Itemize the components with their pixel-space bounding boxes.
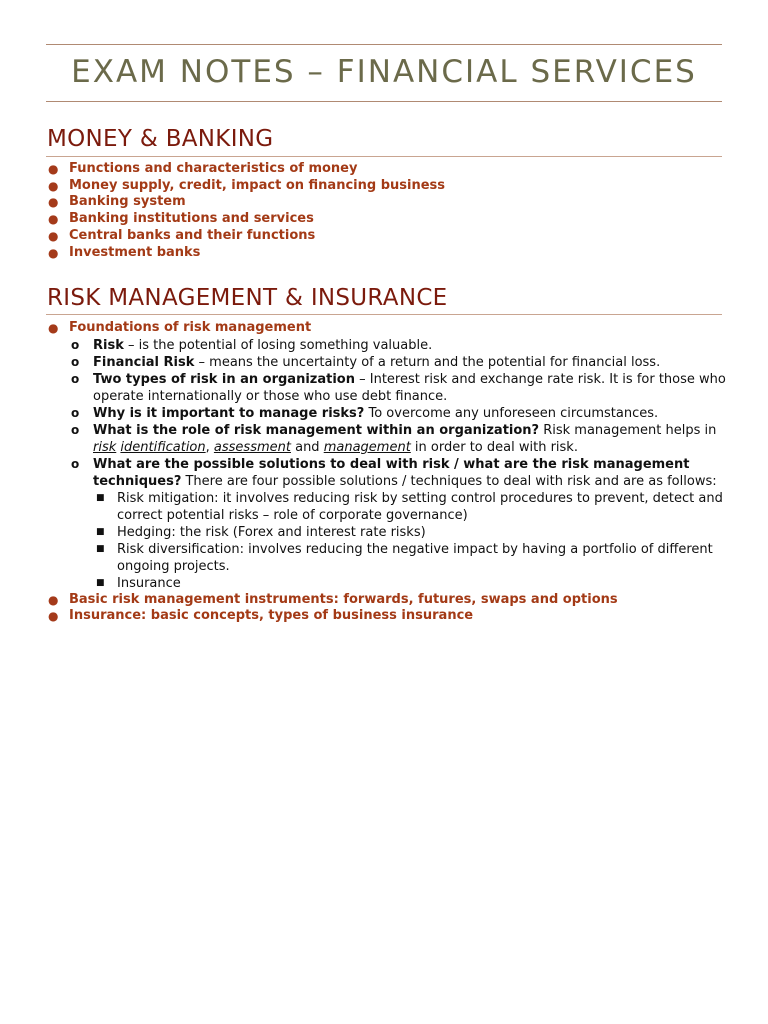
square-bullet-icon: ■ xyxy=(96,492,105,503)
risk-list xyxy=(47,320,727,625)
bullet-icon: ● xyxy=(48,609,59,624)
bullet-icon: ● xyxy=(48,228,59,243)
money-banking-list xyxy=(47,161,727,261)
heading-risk-insurance: RISK MANAGEMENT & INSURANCE xyxy=(47,285,448,311)
bullet-icon: ● xyxy=(48,592,59,607)
technique-item: ■ Risk diversification: involves reducing the negative impact by having a portfolio of different ongoing projects. xyxy=(96,541,713,574)
list-item: ● Banking institutions and services xyxy=(48,211,314,227)
list-item: ● Investment banks xyxy=(48,244,201,260)
sub-list-item: o Financial Risk – means the uncertainty of a return and the potential for financial loss. xyxy=(71,354,661,370)
sub-list-item: o Risk – is the potential of losing something valuable. xyxy=(71,337,433,353)
list-item: ● Insurance: basic concepts, types of business insurance xyxy=(48,608,474,624)
bullet-icon: ● xyxy=(48,245,59,260)
sub-list-item: o What is the role of risk management within an organization? Risk management helps in risk identification, assessment and management in order to deal with risk. xyxy=(71,422,717,455)
techniques-sublist xyxy=(93,490,727,592)
technique-item: ■ Insurance xyxy=(96,575,181,591)
circle-bullet-icon: o xyxy=(71,337,80,352)
heading-money-rule xyxy=(46,156,722,157)
bullet-icon: ● xyxy=(48,321,59,335)
circle-bullet-icon: o xyxy=(71,456,80,471)
list-item: ● Functions and characteristics of money xyxy=(48,161,358,176)
sub-list-item: o Two types of risk in an organization – Interest risk and exchange rate risk. It is for those who operate internationally or those who use debt finance. xyxy=(71,371,726,404)
title-top-rule xyxy=(46,44,722,45)
list-item: ● Foundations of risk management o Risk – is the potential of losing something valuable. o Financial Risk – means the uncertainty of a return and the potential for financial loss. o Two types of risk in an organization – Interest risk and exchange rate risk. It is for those who operate internationally or those who use debt finance. o Why is it important to manage risks? To overcome any unforeseen circumstances. o What is the role of risk management within an organization? Risk management helps in risk identification, assessment and management in order to deal with risk. o What are the possible solutions to deal with risk / what are the risk management techniques? There are four possible solutions / techniques to deal with risk and are as follows: ■ Risk mitigation: it involves reducing risk by setting control procedures to prevent, detect and correct potential risks – role of corporate governance) ■ Hedging: the risk (Forex and interest rate risks) ■ Risk diversification: involves reducing the negative impact by having a portfolio of different ongoing projects. ■ Insurance xyxy=(48,320,726,591)
bullet-icon: ● xyxy=(48,178,59,193)
technique-item: ■ Risk mitigation: it involves reducing risk by setting control procedures to prevent, detect and correct potential risks – role of corporate governance) xyxy=(96,490,723,523)
title-bottom-rule xyxy=(46,101,722,102)
list-item: ● Central banks and their functions xyxy=(48,227,316,243)
heading-money-banking: MONEY & BANKING xyxy=(47,126,274,152)
heading-risk-rule xyxy=(46,314,722,315)
bullet-icon: ● xyxy=(48,212,59,227)
circle-bullet-icon: o xyxy=(71,405,80,420)
circle-bullet-icon: o xyxy=(71,422,80,437)
list-item: ● Banking system xyxy=(48,194,186,210)
square-bullet-icon: ■ xyxy=(96,543,105,554)
list-item: ● Money supply, credit, impact on financing business xyxy=(48,177,446,193)
bullet-icon: ● xyxy=(48,162,59,176)
document-title: EXAM NOTES – FINANCIAL SERVICES xyxy=(71,54,697,90)
circle-bullet-icon: o xyxy=(71,354,80,369)
circle-bullet-icon: o xyxy=(71,371,80,386)
square-bullet-icon: ■ xyxy=(96,577,105,588)
bullet-icon: ● xyxy=(48,195,59,210)
foundations-sublist xyxy=(69,337,727,592)
sub-list-item: o Why is it important to manage risks? To overcome any unforeseen circumstances. xyxy=(71,405,659,421)
square-bullet-icon: ■ xyxy=(96,526,105,537)
technique-item: ■ Hedging: the risk (Forex and interest rate risks) xyxy=(96,524,426,540)
list-item: ● Basic risk management instruments: forwards, futures, swaps and options xyxy=(48,591,618,607)
sub-list-item: o What are the possible solutions to deal with risk / what are the risk management techniques? There are four possible solutions / techniques to deal with risk and are as follows: ■ Risk mitigation: it involves reducing risk by setting control procedures to prevent, detect and correct potential risks – role of corporate governance) ■ Hedging: the risk (Forex and interest rate risks) ■ Risk diversification: involves reducing the negative impact by having a portfolio of different ongoing projects. ■ Insurance xyxy=(69,456,727,592)
